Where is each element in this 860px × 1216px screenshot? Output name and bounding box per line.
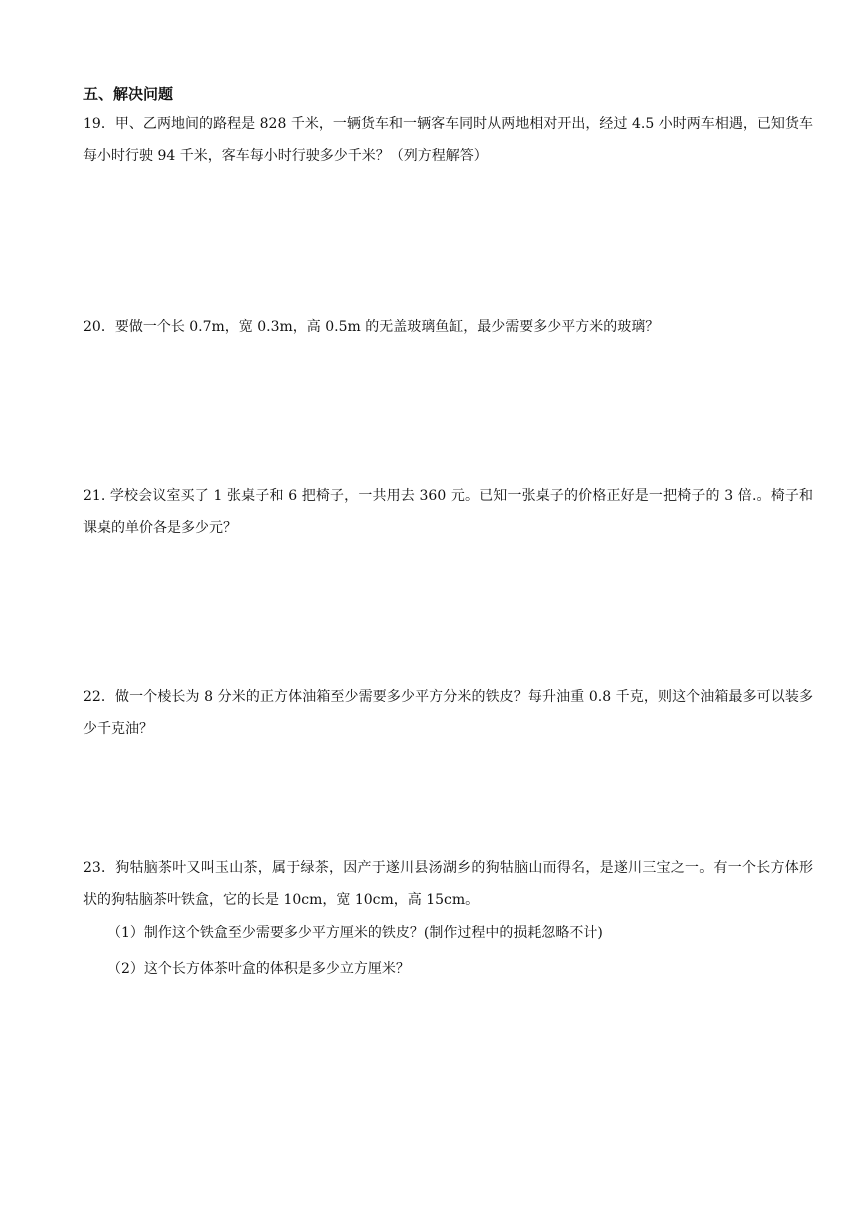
problem-22: 22．做一个棱长为 8 分米的正方体油箱至少需要多少平方分米的铁皮？每升油重 0.8 千克，则这个油箱最多可以装多少千克油？: [83, 689, 813, 737]
problem-23: 23．狗牯脑茶叶又叫玉山茶，属于绿茶，因产于遂川县汤湖乡的狗牯脑山而得名，是遂川三宝之一。有一个长方体形状的狗牯脑茶叶铁盒，它的长是 10cm，宽 10cm，高 15cm。: [83, 860, 813, 908]
problem-23-subquestion-2: （2）这个长方体茶叶盒的体积是多少立方厘米？: [107, 961, 410, 977]
problem-20: 20．要做一个长 0.7m，宽 0.3m，高 0.5m 的无盖玻璃鱼缸，最少需要多少平方米的玻璃？: [83, 319, 660, 335]
section-title: 五、解决问题: [83, 85, 174, 103]
problem-21: 21. 学校会议室买了 1 张桌子和 6 把椅子，一共用去 360 元。已知一张桌子的价格正好是一把椅子的 3 倍.。椅子和课桌的单价各是多少元？: [83, 488, 813, 536]
problem-23-subquestion-1: （1）制作这个铁盒至少需要多少平方厘米的铁皮？(制作过程中的损耗忽略不计): [107, 925, 603, 941]
problem-19: 19．甲、乙两地间的路程是 828 千米，一辆货车和一辆客车同时从两地相对开出，经过 4.5 小时两车相遇，已知货车每小时行驶 94 千米，客车每小时行驶多少千米？（列方程解答）: [83, 116, 813, 164]
